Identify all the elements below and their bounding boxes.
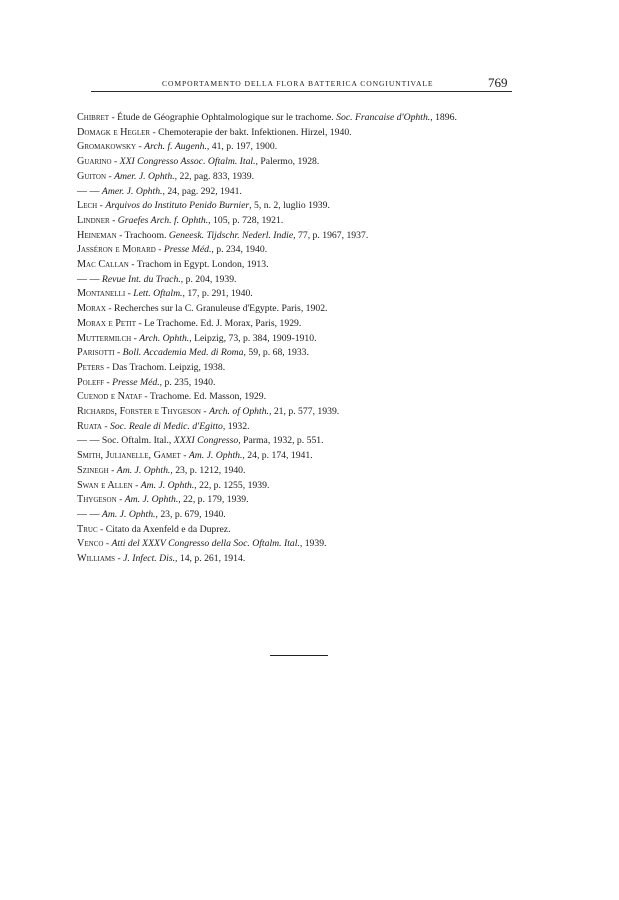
reference-author: Lech: [77, 200, 98, 212]
reference-details: , 59, p. 68, 1933.: [243, 347, 309, 359]
reference-journal: Arch. Ophth.: [139, 332, 190, 344]
reference-separator: -: [97, 200, 106, 212]
reference-details: , 105, p. 728, 1921.: [208, 214, 284, 226]
reference-details: , p. 234, 1940.: [211, 244, 268, 256]
reference-entry: [77, 199, 512, 214]
reference-text: Citato da Axenfeld e da Duprez.: [105, 523, 231, 535]
reference-journal: Amer. J. Ophth.: [114, 170, 175, 182]
reference-author: Domagk e Hegler: [77, 126, 151, 138]
reference-separator: -: [109, 112, 118, 123]
reference-details: , 24, p. 174, 1941.: [242, 450, 313, 462]
reference-journal: Arquivos do Instituto Penido Burnier: [105, 200, 250, 212]
reference-entry: [77, 258, 512, 273]
reference-entry: [77, 479, 512, 494]
reference-author: Thygeson: [77, 494, 117, 506]
reference-entry: [77, 464, 512, 479]
reference-separator: -: [136, 317, 145, 329]
reference-text: Trachome. Ed. Masson, 1929.: [149, 391, 267, 403]
reference-details: , 14, p. 261, 1914.: [175, 553, 246, 565]
reference-journal: Soc. Reale di Medic. d'Egitto: [109, 420, 223, 432]
reference-separator: -: [105, 303, 114, 315]
reference-details: , Palermo, 1928.: [255, 156, 320, 168]
reference-entry: [77, 405, 512, 420]
reference-journal: Geneesk. Tijdschr. Nederl. Indie: [168, 229, 294, 241]
reference-author: Montanelli: [77, 288, 126, 300]
reference-journal: Soc. Francaise d'Ophth.: [336, 112, 431, 123]
reference-entry: [77, 170, 512, 185]
reference-separator: -: [116, 494, 125, 506]
reference-journal: Am. J. Ophth.: [101, 508, 156, 520]
reference-entry: [77, 317, 512, 332]
reference-separator: -: [114, 347, 123, 359]
reference-entry: [77, 552, 512, 567]
reference-separator: -: [136, 141, 145, 153]
reference-entry: [77, 214, 512, 229]
reference-journal: Boll. Accademia Med. di Roma: [122, 347, 244, 359]
reference-text: Chemoterapie der bakt. Infektionen. Hirzel, 1940.: [158, 126, 352, 138]
reference-entry: [77, 376, 512, 391]
reference-author: Chibret: [77, 112, 110, 123]
reference-author: Parisotti: [77, 347, 115, 359]
reference-text: Le Trachome. Ed. J. Morax, Paris, 1929.: [144, 317, 302, 329]
reference-author: Morax: [77, 303, 106, 315]
reference-details: , 1939.: [299, 538, 327, 550]
reference-entry: [77, 111, 512, 126]
reference-separator: -: [125, 288, 134, 300]
reference-details: , 21, p. 577, 1939.: [268, 406, 340, 418]
reference-text: Étude de Géographie Ophtalmologique sur le trachome.: [117, 112, 337, 123]
reference-journal: Atti del XXXV Congresso della Soc. Oftalm. Ital.: [111, 538, 300, 550]
reference-journal: J. Infect. Dis.: [123, 553, 176, 565]
reference-separator: -: [116, 229, 125, 241]
reference-entry: [77, 449, 512, 464]
reference-entry: [77, 126, 512, 141]
reference-ditto-dash: — —: [77, 185, 100, 197]
reference-separator: -: [106, 170, 115, 182]
running-header: [0, 75, 619, 94]
reference-text: Recherches sur la C. Granuleuse d'Egypte. Paris, 1902.: [113, 303, 328, 315]
reference-separator: -: [101, 420, 110, 432]
reference-entry: [77, 302, 512, 317]
reference-list: [77, 111, 512, 567]
reference-entry: [77, 287, 512, 302]
reference-entry: [77, 332, 512, 347]
reference-author: Morax e Petit: [77, 317, 137, 329]
reference-journal: Lett. Oftalm.: [133, 288, 183, 300]
reference-author: Muttermilch: [77, 332, 132, 344]
reference-author: Gromakowsky: [77, 141, 137, 153]
reference-details: , 22, pag. 833, 1939.: [174, 170, 255, 182]
reference-entry: [77, 346, 512, 361]
reference-separator: -: [141, 391, 150, 403]
reference-separator: -: [108, 464, 117, 476]
reference-entry: [77, 434, 512, 449]
reference-separator: -: [155, 244, 164, 256]
reference-separator: -: [104, 376, 113, 388]
reference-journal: Arch. of Ophth.: [209, 406, 269, 418]
reference-details: , p. 204, 1939.: [180, 273, 237, 285]
reference-author: Cuenod e Nataf: [77, 391, 142, 403]
reference-separator: -: [150, 126, 159, 138]
reference-details: , 22, p. 179, 1939.: [178, 494, 249, 506]
reference-entry: [77, 185, 512, 200]
reference-details: , 22, p. 1255, 1939.: [194, 479, 270, 491]
reference-separator: -: [131, 332, 140, 344]
reference-author: Poleff: [77, 376, 105, 388]
reference-journal: Amer. J. Ophth.: [101, 185, 163, 197]
reference-author: Lindner: [77, 214, 110, 226]
reference-author: Jasséron e Morard: [77, 244, 156, 256]
header-rule: [91, 91, 512, 92]
reference-details: , 1932.: [222, 420, 250, 432]
reference-entry: [77, 523, 512, 538]
running-title: COMPORTAMENTO DELLA FLORA BATTERICA CONGIUNTIVALE: [162, 79, 434, 88]
reference-journal: Am. J. Ophth.: [116, 464, 171, 476]
reference-separator: -: [104, 361, 113, 373]
reference-entry: [77, 508, 512, 523]
reference-author: Richards, Forster e Thygeson: [77, 406, 201, 418]
reference-details: , 77, p. 1967, 1937.: [293, 229, 369, 241]
reference-journal: XXXI Congresso: [173, 435, 239, 447]
reference-details: , 24, pag. 292, 1941.: [162, 185, 242, 197]
reference-entry: [77, 420, 512, 435]
reference-text: Das Trachom. Leipzig, 1938.: [112, 361, 226, 373]
reference-journal: XXI Congresso Assoc. Oftalm. Ital.: [119, 156, 256, 168]
reference-author: Truc: [77, 523, 98, 535]
reference-entry: [77, 140, 512, 155]
reference-author: Venco: [77, 538, 104, 550]
reference-author: Smith, Julianelle, Gamet: [77, 450, 181, 462]
reference-separator: -: [97, 523, 106, 535]
reference-author: Swan e Allen: [77, 479, 133, 491]
reference-details: , 1896.: [430, 112, 457, 123]
reference-separator: -: [109, 214, 118, 226]
reference-details: , Parma, 1932, p. 551.: [238, 435, 324, 447]
reference-ditto-dash: — —: [77, 435, 100, 447]
reference-details: , 23, p. 679, 1940.: [155, 508, 226, 520]
reference-text: Trachoom.: [124, 229, 169, 241]
reference-entry: [77, 155, 512, 170]
reference-separator: -: [128, 259, 137, 271]
reference-author: Heineman: [77, 229, 117, 241]
reference-journal: Am. J. Ophth.: [124, 494, 179, 506]
reference-journal: Am. J. Ophth.: [140, 479, 195, 491]
reference-author: Guarino: [77, 156, 112, 168]
reference-entry: [77, 243, 512, 258]
reference-details: , 41, p. 197, 1900.: [206, 141, 278, 153]
reference-author: Peters: [77, 361, 105, 373]
reference-journal: Presse Méd.: [163, 244, 212, 256]
reference-author: Williams: [77, 553, 116, 565]
reference-text: Soc. Oftalm. Ital.,: [101, 435, 174, 447]
reference-author: Szinegh: [77, 464, 109, 476]
reference-entry: [77, 361, 512, 376]
reference-author: Ruata: [77, 420, 102, 432]
reference-ditto-dash: — —: [77, 273, 100, 285]
reference-separator: -: [180, 450, 189, 462]
reference-details: , p. 235, 1940.: [159, 376, 216, 388]
reference-separator: -: [132, 479, 141, 491]
reference-entry: [77, 273, 512, 288]
reference-separator: -: [115, 553, 124, 565]
reference-journal: Presse Méd.: [112, 376, 160, 388]
reference-journal: Graefes Arch. f. Ophth.: [117, 214, 209, 226]
reference-separator: -: [103, 538, 112, 550]
reference-entry: [77, 229, 512, 244]
reference-text: Trachom in Egypt. London, 1913.: [136, 259, 269, 271]
reference-details: , 5, n. 2, luglio 1939.: [249, 200, 330, 212]
reference-entry: [77, 493, 512, 508]
reference-ditto-dash: — —: [77, 508, 100, 520]
page-number: 769: [488, 75, 508, 90]
end-rule: [270, 655, 328, 656]
reference-entry: [77, 537, 512, 552]
reference-separator: -: [111, 156, 120, 168]
reference-author: Mac Callan: [77, 259, 129, 271]
reference-details: , Leipzig, 73, p. 384, 1909-1910.: [189, 332, 317, 344]
reference-details: , 17, p. 291, 1940.: [182, 288, 253, 300]
reference-journal: Am. J. Ophth.: [188, 450, 243, 462]
reference-details: , 23, p. 1212, 1940.: [170, 464, 246, 476]
reference-separator: -: [200, 406, 210, 418]
reference-journal: Arch. f. Augenh.: [144, 141, 207, 153]
reference-entry: [77, 390, 512, 405]
reference-journal: Revue Int. du Trach.: [101, 273, 181, 285]
reference-author: Guiton: [77, 170, 107, 182]
